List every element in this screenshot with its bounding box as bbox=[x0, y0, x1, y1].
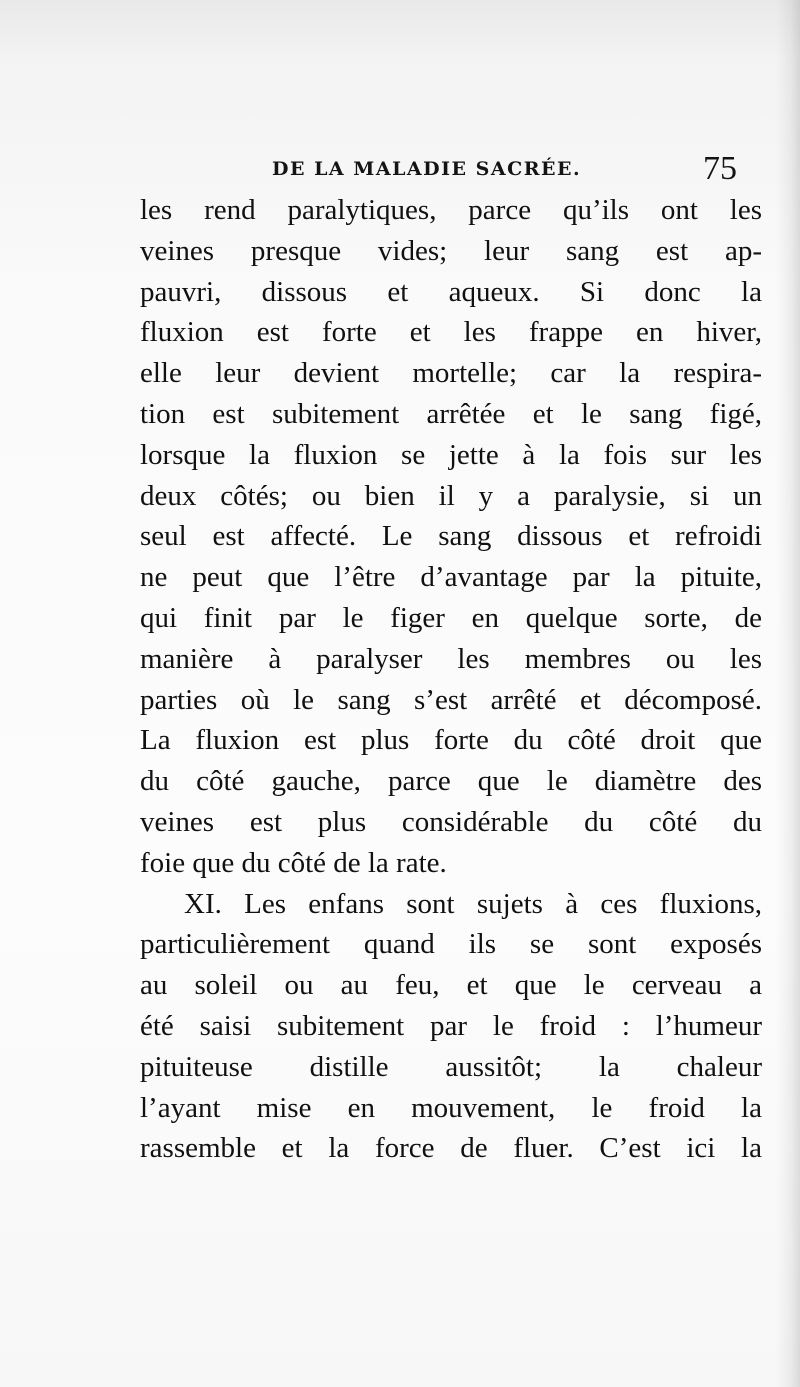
text-line: veines est plus considérable du côté du bbox=[140, 805, 762, 838]
text-line: lorsque la fluxion se jette à la fois sur les bbox=[140, 438, 762, 471]
section-start-text: Les enfans sont sujets à ces fluxions, bbox=[244, 887, 762, 920]
page-number: 75 bbox=[703, 150, 737, 187]
text-line: manière à paralyser les membres ou les bbox=[140, 642, 762, 675]
text-line: au soleil ou au feu, et que le cerveau a bbox=[140, 969, 762, 1002]
body-text bbox=[140, 190, 762, 1169]
text-line: particulièrement quand ils se sont exposés bbox=[140, 928, 762, 961]
text-line: parties où le sang s’est arrêté et décomposé. bbox=[140, 683, 762, 716]
text-line: l’ayant mise en mouvement, le froid la bbox=[140, 1091, 762, 1124]
text-line: les rend paralytiques, parce qu’ils ont les bbox=[140, 194, 762, 226]
text-line: seul est affecté. Le sang dissous et refroidi bbox=[140, 520, 762, 553]
running-head bbox=[0, 150, 800, 190]
text-line: tion est subitement arrêtée et le sang figé, bbox=[140, 397, 762, 430]
text-line: veines presque vides; leur sang est ap- bbox=[140, 234, 762, 267]
text-line: rassemble et la force de fluer. C’est ici la bbox=[140, 1132, 762, 1165]
page-edge-shadow bbox=[776, 0, 800, 1387]
text-line: elle leur devient mortelle; car la respira- bbox=[140, 357, 762, 390]
text-line: été saisi subitement par le froid : l’humeur bbox=[140, 1009, 762, 1042]
text-line: du côté gauche, parce que le diamètre des bbox=[140, 765, 762, 798]
section-numeral: XI. bbox=[184, 887, 222, 920]
text-line: pauvri, dissous et aqueux. Si donc la bbox=[140, 275, 762, 308]
running-head-title: DE LA MALADIE SACRÉE. bbox=[272, 158, 582, 180]
text-line: ne peut que l’être d’avantage par la pituite, bbox=[140, 561, 762, 594]
paragraph-end-line: foie que du côté de la rate. bbox=[140, 846, 447, 879]
text-line: La fluxion est plus forte du côté droit que bbox=[140, 724, 762, 757]
text-line: deux côtés; ou bien il y a paralysie, si un bbox=[140, 479, 762, 512]
text-line: fluxion est forte et les frappe en hiver, bbox=[140, 316, 762, 349]
section-start-line bbox=[140, 884, 762, 925]
text-line: qui finit par le figer en quelque sorte, de bbox=[140, 601, 762, 634]
text-line: pituiteuse distille aussitôt; la chaleur bbox=[140, 1050, 762, 1083]
